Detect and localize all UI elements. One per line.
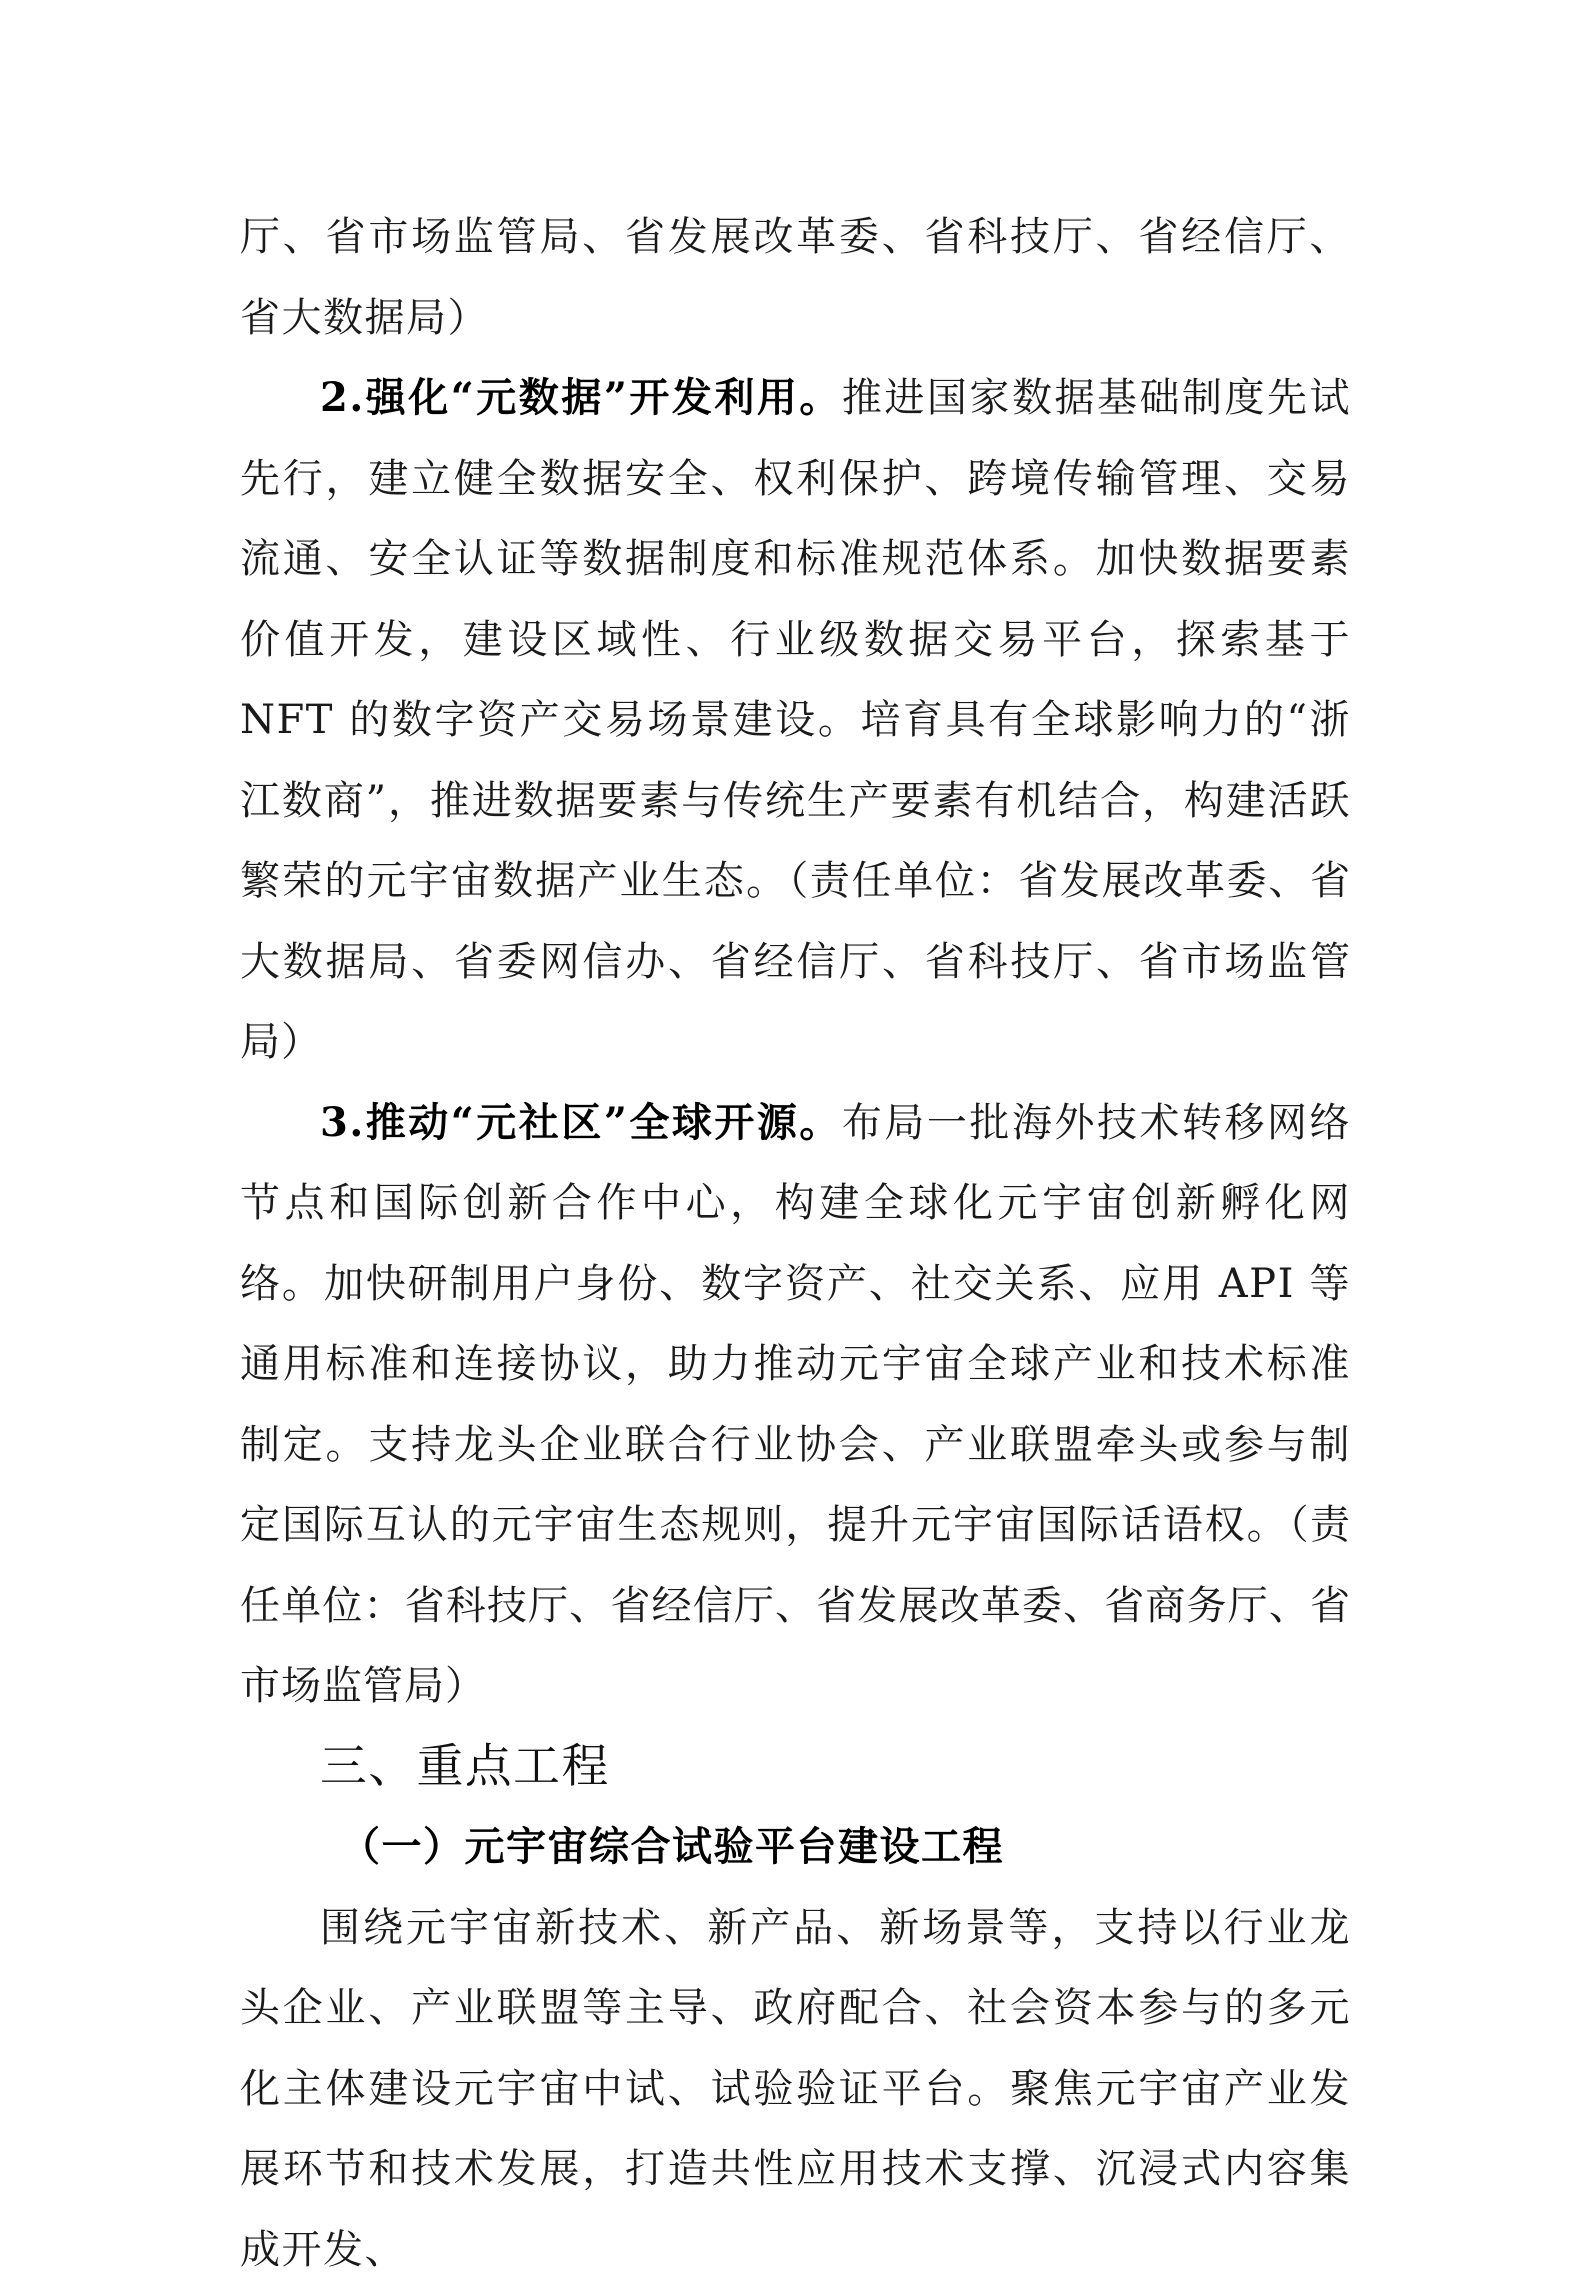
- paragraph-item-2: [240, 358, 1351, 1083]
- paragraph-text: 围绕元宇宙新技术、新产品、新场景等，支持以行业龙头企业、产业联盟等主导、政府配合、社会资本参与的多元化主体建设元宇宙中试、试验验证平台。聚焦元宇宙产业发展环节和技术发展，打造共性应用技术支撑、沉浸式内容集成开发、: [240, 1905, 1351, 2273]
- section-heading: 三、重点工程: [240, 1727, 1351, 1808]
- item-3-body: 布局一批海外技术转移网络节点和国际创新合作中心，构建全球化元宇宙创新孵化网络。加快研制用户身份、数字资产、社交关系、应用 API 等通用标准和连接协议，助力推动元宇宙全球产业和技术标准制定。支持龙头企业联合行业协会、产业联盟牵头或参与制定国际互认的元宇宙生态规则，提升元宇宙国际话语权。: [240, 1100, 1351, 1549]
- item-2-title: 2.强化“元数据”开发利用。: [320, 374, 842, 421]
- item-3-title: 3.推动“元社区”全球开源。: [320, 1099, 842, 1146]
- paragraph-item-3: [240, 1083, 1351, 1727]
- document-body: [240, 197, 1351, 2290]
- paragraph-text: 厅、省市场监管局、省发展改革委、省科技厅、省经信厅、省大数据局）: [240, 214, 1351, 341]
- item-2-responsible-units: （责任单位：省发展改革委、省大数据局、省委网信办、省经信厅、省科技厅、省市场监管局）: [240, 858, 1351, 1065]
- paragraph-platform: [240, 1888, 1351, 2290]
- item-3-responsible-units: （责任单位：省科技厅、省经信厅、省发展改革委、省商务厅、省市场监管局）: [240, 1502, 1351, 1709]
- item-2-body: 推进国家数据基础制度先试先行，建立健全数据安全、权利保护、跨境传输管理、交易流通、安全认证等数据制度和标准规范体系。加快数据要素价值开发，建设区域性、行业级数据交易平台，探索基于 NFT 的数字资产交易场景建设。培育具有全球影响力的“浙江数商”，推进数据要素与传统生产要素有机结合，构建活跃繁荣的元宇宙数据产业生态。: [240, 375, 1351, 904]
- paragraph-continuation: [240, 197, 1351, 358]
- subsection-heading: （一）元宇宙综合试验平台建设工程: [240, 1807, 1351, 1888]
